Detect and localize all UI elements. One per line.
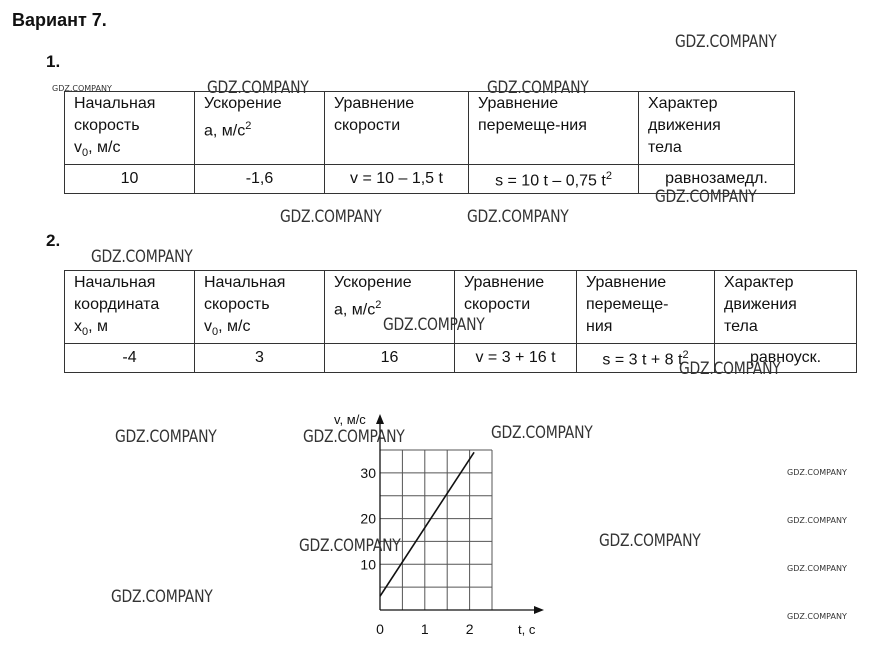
watermark: GDZ.COMPANY xyxy=(303,427,405,447)
task1-number: 1. xyxy=(46,52,61,71)
t1-header-displacement-eq: Уравнение перемеще-ния xyxy=(469,92,639,165)
watermark: GDZ.COMPANY xyxy=(467,207,569,227)
t2-value-displacement-eq: s = 3 t + 8 $t^2$ xyxy=(577,344,715,372)
x-tick-label: 0 xyxy=(376,621,384,637)
x-tick-label: 2 xyxy=(465,621,474,637)
y-axis-arrow xyxy=(376,414,384,424)
watermark: GDZ.COMPANY xyxy=(52,84,112,93)
t2-header-displacement-eq: Уравнение перемеще- ния xyxy=(577,271,715,344)
watermark: GDZ.COMPANY xyxy=(299,536,401,556)
t2-header-initial-coordinate: Начальная координата $x_0$, м xyxy=(65,271,195,344)
t2-header-motion-type: Характер движения тела xyxy=(715,271,857,344)
watermark: GDZ.COMPANY xyxy=(787,516,847,525)
watermark: GDZ.COMPANY xyxy=(787,468,847,477)
watermark: GDZ.COMPANY xyxy=(655,187,757,207)
x-axis-label: t, c xyxy=(518,622,536,637)
t1-value-motion-type: равнозамедл. xyxy=(639,165,795,193)
t1-value-acceleration: -1,6 xyxy=(195,165,325,193)
watermark: GDZ.COMPANY xyxy=(491,423,593,443)
task1-table xyxy=(64,91,795,194)
watermark: GDZ.COMPANY xyxy=(207,78,309,98)
chart-grid xyxy=(380,450,492,610)
series-line xyxy=(380,452,474,596)
y-tick-label: 10 xyxy=(360,556,376,573)
watermark: GDZ.COMPANY xyxy=(383,315,485,335)
t2-value-initial-coordinate: -4 xyxy=(65,344,195,372)
watermark: GDZ.COMPANY xyxy=(111,587,213,607)
t2-value-initial-speed: 3 xyxy=(195,344,325,372)
watermark: GDZ.COMPANY xyxy=(599,531,701,551)
watermark: GDZ.COMPANY xyxy=(487,78,589,98)
t2-value-motion-type: равноуск. xyxy=(715,344,857,372)
t2-header-acceleration: Ускорение а, $м/с^2$ xyxy=(325,271,455,344)
chart-series xyxy=(380,452,474,596)
page-title: Вариант 7. xyxy=(12,10,107,30)
t2-value-acceleration: 16 xyxy=(325,344,455,372)
t1-header-acceleration: Ускорение а, $м/с^2$ xyxy=(195,92,325,165)
t2-header-initial-speed: Начальная скорость $v_0$, м/с xyxy=(195,271,325,344)
watermark: GDZ.COMPANY xyxy=(787,564,847,573)
watermark: GDZ.COMPANY xyxy=(280,207,382,227)
x-tick-label: 1 xyxy=(420,621,429,637)
watermark: GDZ.COMPANY xyxy=(91,247,193,267)
x-axis-arrow xyxy=(534,606,544,614)
t2-value-velocity-eq: v = 3 + 16 t xyxy=(455,344,577,372)
t1-value-velocity-eq: v = 10 – 1,5 t xyxy=(325,165,469,193)
watermark: GDZ.COMPANY xyxy=(787,612,847,621)
task2-number: 2. xyxy=(46,231,61,250)
t1-header-velocity-eq: Уравнение скорости xyxy=(325,92,469,165)
t1-header-initial-speed: Начальная скорость $v_0$, м/с xyxy=(65,92,195,165)
t2-header-velocity-eq: Уравнение скорости xyxy=(455,271,577,344)
t1-value-initial-speed: 10 xyxy=(65,165,195,193)
y-tick-label: 30 xyxy=(360,464,376,481)
watermark: GDZ.COMPANY xyxy=(675,32,777,52)
t1-header-motion-type: Характер движения тела xyxy=(639,92,795,165)
watermark: GDZ.COMPANY xyxy=(679,359,781,379)
y-axis-label: v, м/с xyxy=(334,412,366,427)
y-tick-label: 20 xyxy=(360,510,376,527)
t1-value-displacement-eq: s = 10 t – 0,75 $t^2$ xyxy=(469,165,639,193)
watermark: GDZ.COMPANY xyxy=(115,427,217,447)
